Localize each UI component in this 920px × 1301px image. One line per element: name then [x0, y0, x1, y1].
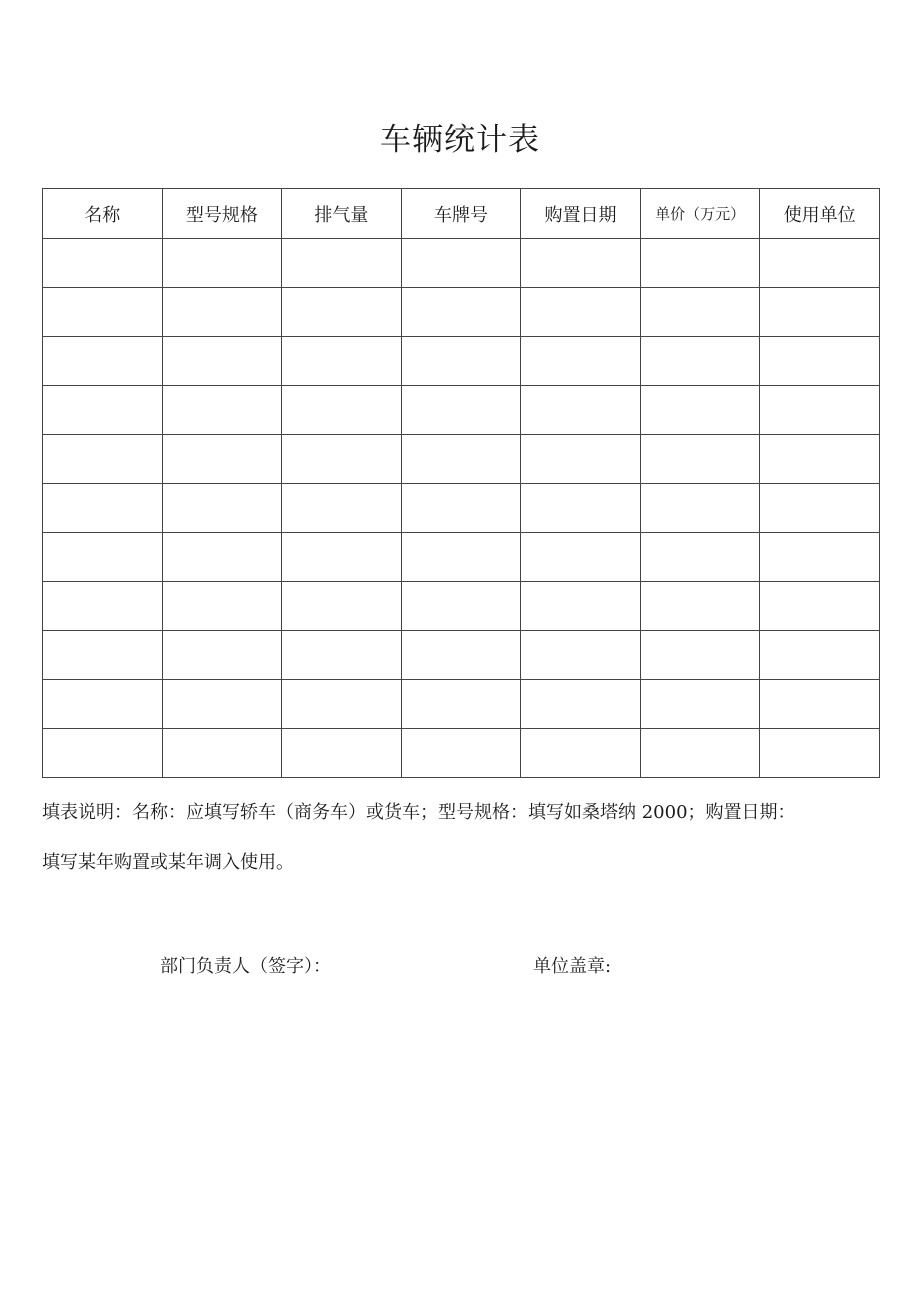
table-cell[interactable]: [43, 484, 163, 533]
header-displacement: 排气量: [282, 189, 402, 239]
table-cell[interactable]: [521, 680, 641, 729]
table-cell[interactable]: [282, 386, 402, 435]
table-cell[interactable]: [760, 680, 880, 729]
table-cell[interactable]: [43, 386, 163, 435]
table-cell[interactable]: [282, 680, 402, 729]
table-cell[interactable]: [401, 729, 521, 778]
table-cell[interactable]: [760, 337, 880, 386]
table-cell[interactable]: [401, 680, 521, 729]
table-cell[interactable]: [521, 288, 641, 337]
table-cell[interactable]: [760, 631, 880, 680]
table-cell[interactable]: [640, 435, 760, 484]
header-unit-price: 单价（万元）: [640, 189, 760, 239]
header-model-spec: 型号规格: [162, 189, 282, 239]
table-cell[interactable]: [760, 386, 880, 435]
department-head-signature-label: 部门负责人（签字）：: [160, 956, 331, 977]
header-user-unit: 使用单位: [760, 189, 880, 239]
table-cell[interactable]: [760, 484, 880, 533]
table-row: [43, 337, 880, 386]
table-cell[interactable]: [521, 729, 641, 778]
table-cell[interactable]: [43, 533, 163, 582]
table-cell[interactable]: [282, 337, 402, 386]
table-cell[interactable]: [521, 239, 641, 288]
table-cell[interactable]: [162, 533, 282, 582]
table-cell[interactable]: [43, 239, 163, 288]
table-cell[interactable]: [640, 337, 760, 386]
table-cell[interactable]: [162, 288, 282, 337]
table-cell[interactable]: [640, 239, 760, 288]
unit-seal-label: 单位盖章:: [533, 956, 612, 977]
table-cell[interactable]: [640, 680, 760, 729]
fill-instructions-line-2: 填写某年购置或某年调入使用。: [42, 852, 294, 873]
table-row: [43, 288, 880, 337]
table-cell[interactable]: [282, 631, 402, 680]
table-cell[interactable]: [401, 631, 521, 680]
header-name: 名称: [43, 189, 163, 239]
table-cell[interactable]: [760, 288, 880, 337]
table-cell[interactable]: [282, 435, 402, 484]
table-cell[interactable]: [521, 386, 641, 435]
table-body: [43, 239, 880, 778]
table-row: [43, 582, 880, 631]
header-plate-number: 车牌号: [401, 189, 521, 239]
table-cell[interactable]: [521, 435, 641, 484]
table-cell[interactable]: [282, 533, 402, 582]
table-cell[interactable]: [521, 631, 641, 680]
table-cell[interactable]: [282, 288, 402, 337]
table-cell[interactable]: [43, 582, 163, 631]
table-row: [43, 484, 880, 533]
table-cell[interactable]: [401, 288, 521, 337]
table-cell[interactable]: [401, 582, 521, 631]
table-cell[interactable]: [401, 435, 521, 484]
table-row: [43, 239, 880, 288]
table-cell[interactable]: [162, 680, 282, 729]
table-cell[interactable]: [43, 435, 163, 484]
table-cell[interactable]: [640, 631, 760, 680]
table-row: [43, 533, 880, 582]
table-cell[interactable]: [640, 386, 760, 435]
table-cell[interactable]: [43, 337, 163, 386]
table-row: [43, 631, 880, 680]
table-cell[interactable]: [401, 533, 521, 582]
table-row: [43, 729, 880, 778]
table-cell[interactable]: [43, 680, 163, 729]
table-cell[interactable]: [640, 533, 760, 582]
table-cell[interactable]: [521, 533, 641, 582]
table-cell[interactable]: [162, 729, 282, 778]
table-cell[interactable]: [401, 484, 521, 533]
table-cell[interactable]: [282, 582, 402, 631]
table-cell[interactable]: [760, 582, 880, 631]
table-cell[interactable]: [401, 337, 521, 386]
table-cell[interactable]: [760, 729, 880, 778]
table-cell[interactable]: [282, 239, 402, 288]
table-cell[interactable]: [401, 239, 521, 288]
vehicle-stats-table: [42, 188, 880, 778]
table-cell[interactable]: [640, 582, 760, 631]
table-cell[interactable]: [282, 484, 402, 533]
table-cell[interactable]: [43, 631, 163, 680]
table-header-row: [43, 189, 880, 239]
table-cell[interactable]: [640, 288, 760, 337]
table-cell[interactable]: [162, 435, 282, 484]
table-cell[interactable]: [162, 484, 282, 533]
table-cell[interactable]: [521, 484, 641, 533]
table-cell[interactable]: [162, 337, 282, 386]
table-row: [43, 386, 880, 435]
table-cell[interactable]: [162, 239, 282, 288]
table-row: [43, 435, 880, 484]
table-cell[interactable]: [162, 386, 282, 435]
table-cell[interactable]: [760, 239, 880, 288]
table-cell[interactable]: [282, 729, 402, 778]
table-cell[interactable]: [521, 582, 641, 631]
table-cell[interactable]: [43, 729, 163, 778]
table-row: [43, 680, 880, 729]
table-cell[interactable]: [640, 729, 760, 778]
page-title: 车辆统计表: [380, 122, 540, 158]
table-cell[interactable]: [43, 288, 163, 337]
table-cell[interactable]: [401, 386, 521, 435]
table-cell[interactable]: [521, 337, 641, 386]
table-cell[interactable]: [640, 484, 760, 533]
header-purchase-date: 购置日期: [521, 189, 641, 239]
table-cell[interactable]: [760, 533, 880, 582]
table-cell[interactable]: [162, 631, 282, 680]
table-cell[interactable]: [162, 582, 282, 631]
fill-instructions-line-1: 填表说明：名称：应填写轿车（商务车）或货车；型号规格：填写如桑塔纳 2000；购置日期：: [42, 802, 796, 823]
table-cell[interactable]: [760, 435, 880, 484]
